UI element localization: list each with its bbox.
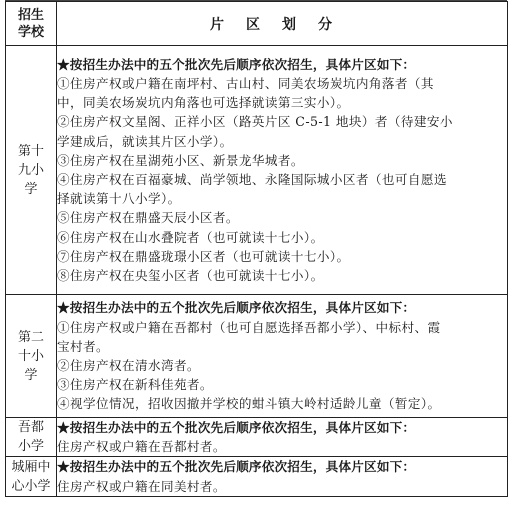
school-name: 城厢中心小学 — [11, 459, 51, 494]
zone-line: ⑥住房产权在山水叠院者（也可就读十七小）。 — [57, 229, 324, 245]
header-zone: 片区划分 — [57, 2, 508, 46]
school-name: 第二十小学 — [17, 329, 44, 383]
zone-cell — [57, 46, 508, 295]
zone-line: ★按招生办法中的五个批次先后顺序依次招生，具体片区如下： — [57, 459, 416, 475]
zone-line: ⑤住房产权在鼎盛天辰小区者。 — [57, 210, 239, 226]
school-name-cell — [6, 457, 57, 496]
header-school — [6, 2, 57, 46]
zone-cell — [57, 295, 508, 418]
zone-line: 学建成后，就读其片区小学）。 — [57, 133, 233, 149]
zone-line: ⑧住房产权在央玺小区者（也可就读十七小）。 — [57, 268, 324, 284]
school-name: 吾都小学 — [17, 420, 44, 455]
zone-line: ③住房产权在星湖苑小区、新景龙华城者。 — [57, 152, 304, 168]
school-name-cell — [6, 418, 57, 457]
zone-line: ④视学位情况，招收因撤并学校的蚶斗镇大岭村适龄儿童（暂定）。 — [57, 396, 441, 412]
table-row — [6, 457, 508, 496]
zone-line: ★按招生办法中的五个批次先后顺序依次招生，具体片区如下： — [57, 420, 416, 435]
zone-line: ①住房产权或户籍在吾都村（也可自愿选择吾都小学）、中标村、霞 — [57, 319, 441, 335]
table-header-row — [6, 2, 508, 46]
header-school-label: 招生学校 — [17, 7, 44, 40]
school-name: 第十九小学 — [17, 143, 44, 197]
zone-line: 宝村者。 — [57, 338, 109, 354]
zone-line: ②住房产权在清水湾者。 — [57, 358, 200, 373]
table-row — [6, 46, 508, 295]
table-row — [6, 418, 508, 457]
zone-line: 中，同美农场炭坑内角落也可选择就读第三实小）。 — [57, 95, 350, 111]
zone-line: 住房产权或户籍在同美村者。 — [57, 478, 226, 494]
zone-cell — [57, 418, 508, 457]
school-name-cell — [6, 295, 57, 418]
zone-line: ⑦住房产权在鼎盛珑璟小区者（也可就读十七小）。 — [57, 248, 350, 264]
zone-line: 住房产权或户籍在吾都村者。 — [57, 439, 226, 455]
school-name-cell — [6, 46, 57, 295]
zone-line: ③住房产权在新科佳苑者。 — [57, 377, 213, 393]
zone-cell — [57, 457, 508, 496]
zone-line: 择就读第十八小学）。 — [57, 191, 181, 207]
zone-line: ②住房产权文星阁、正祥小区（路英片区 C-5-1 地块）者（待建安小 — [57, 114, 453, 130]
zone-line: ④住房产权在百福豪城、尚学领地、永隆国际城小区者（也可自愿选 — [57, 172, 447, 187]
zone-line: ①住房产权或户籍在南坪村、古山村、同美农场炭坑内角落者（其 — [57, 75, 434, 91]
zone-line: ★按招生办法中的五个批次先后顺序依次招生，具体片区如下： — [57, 56, 416, 72]
zoning-table — [5, 1, 508, 497]
table-row — [6, 295, 508, 418]
zone-line: ★按招生办法中的五个批次先后顺序依次招生，具体片区如下： — [57, 300, 416, 316]
